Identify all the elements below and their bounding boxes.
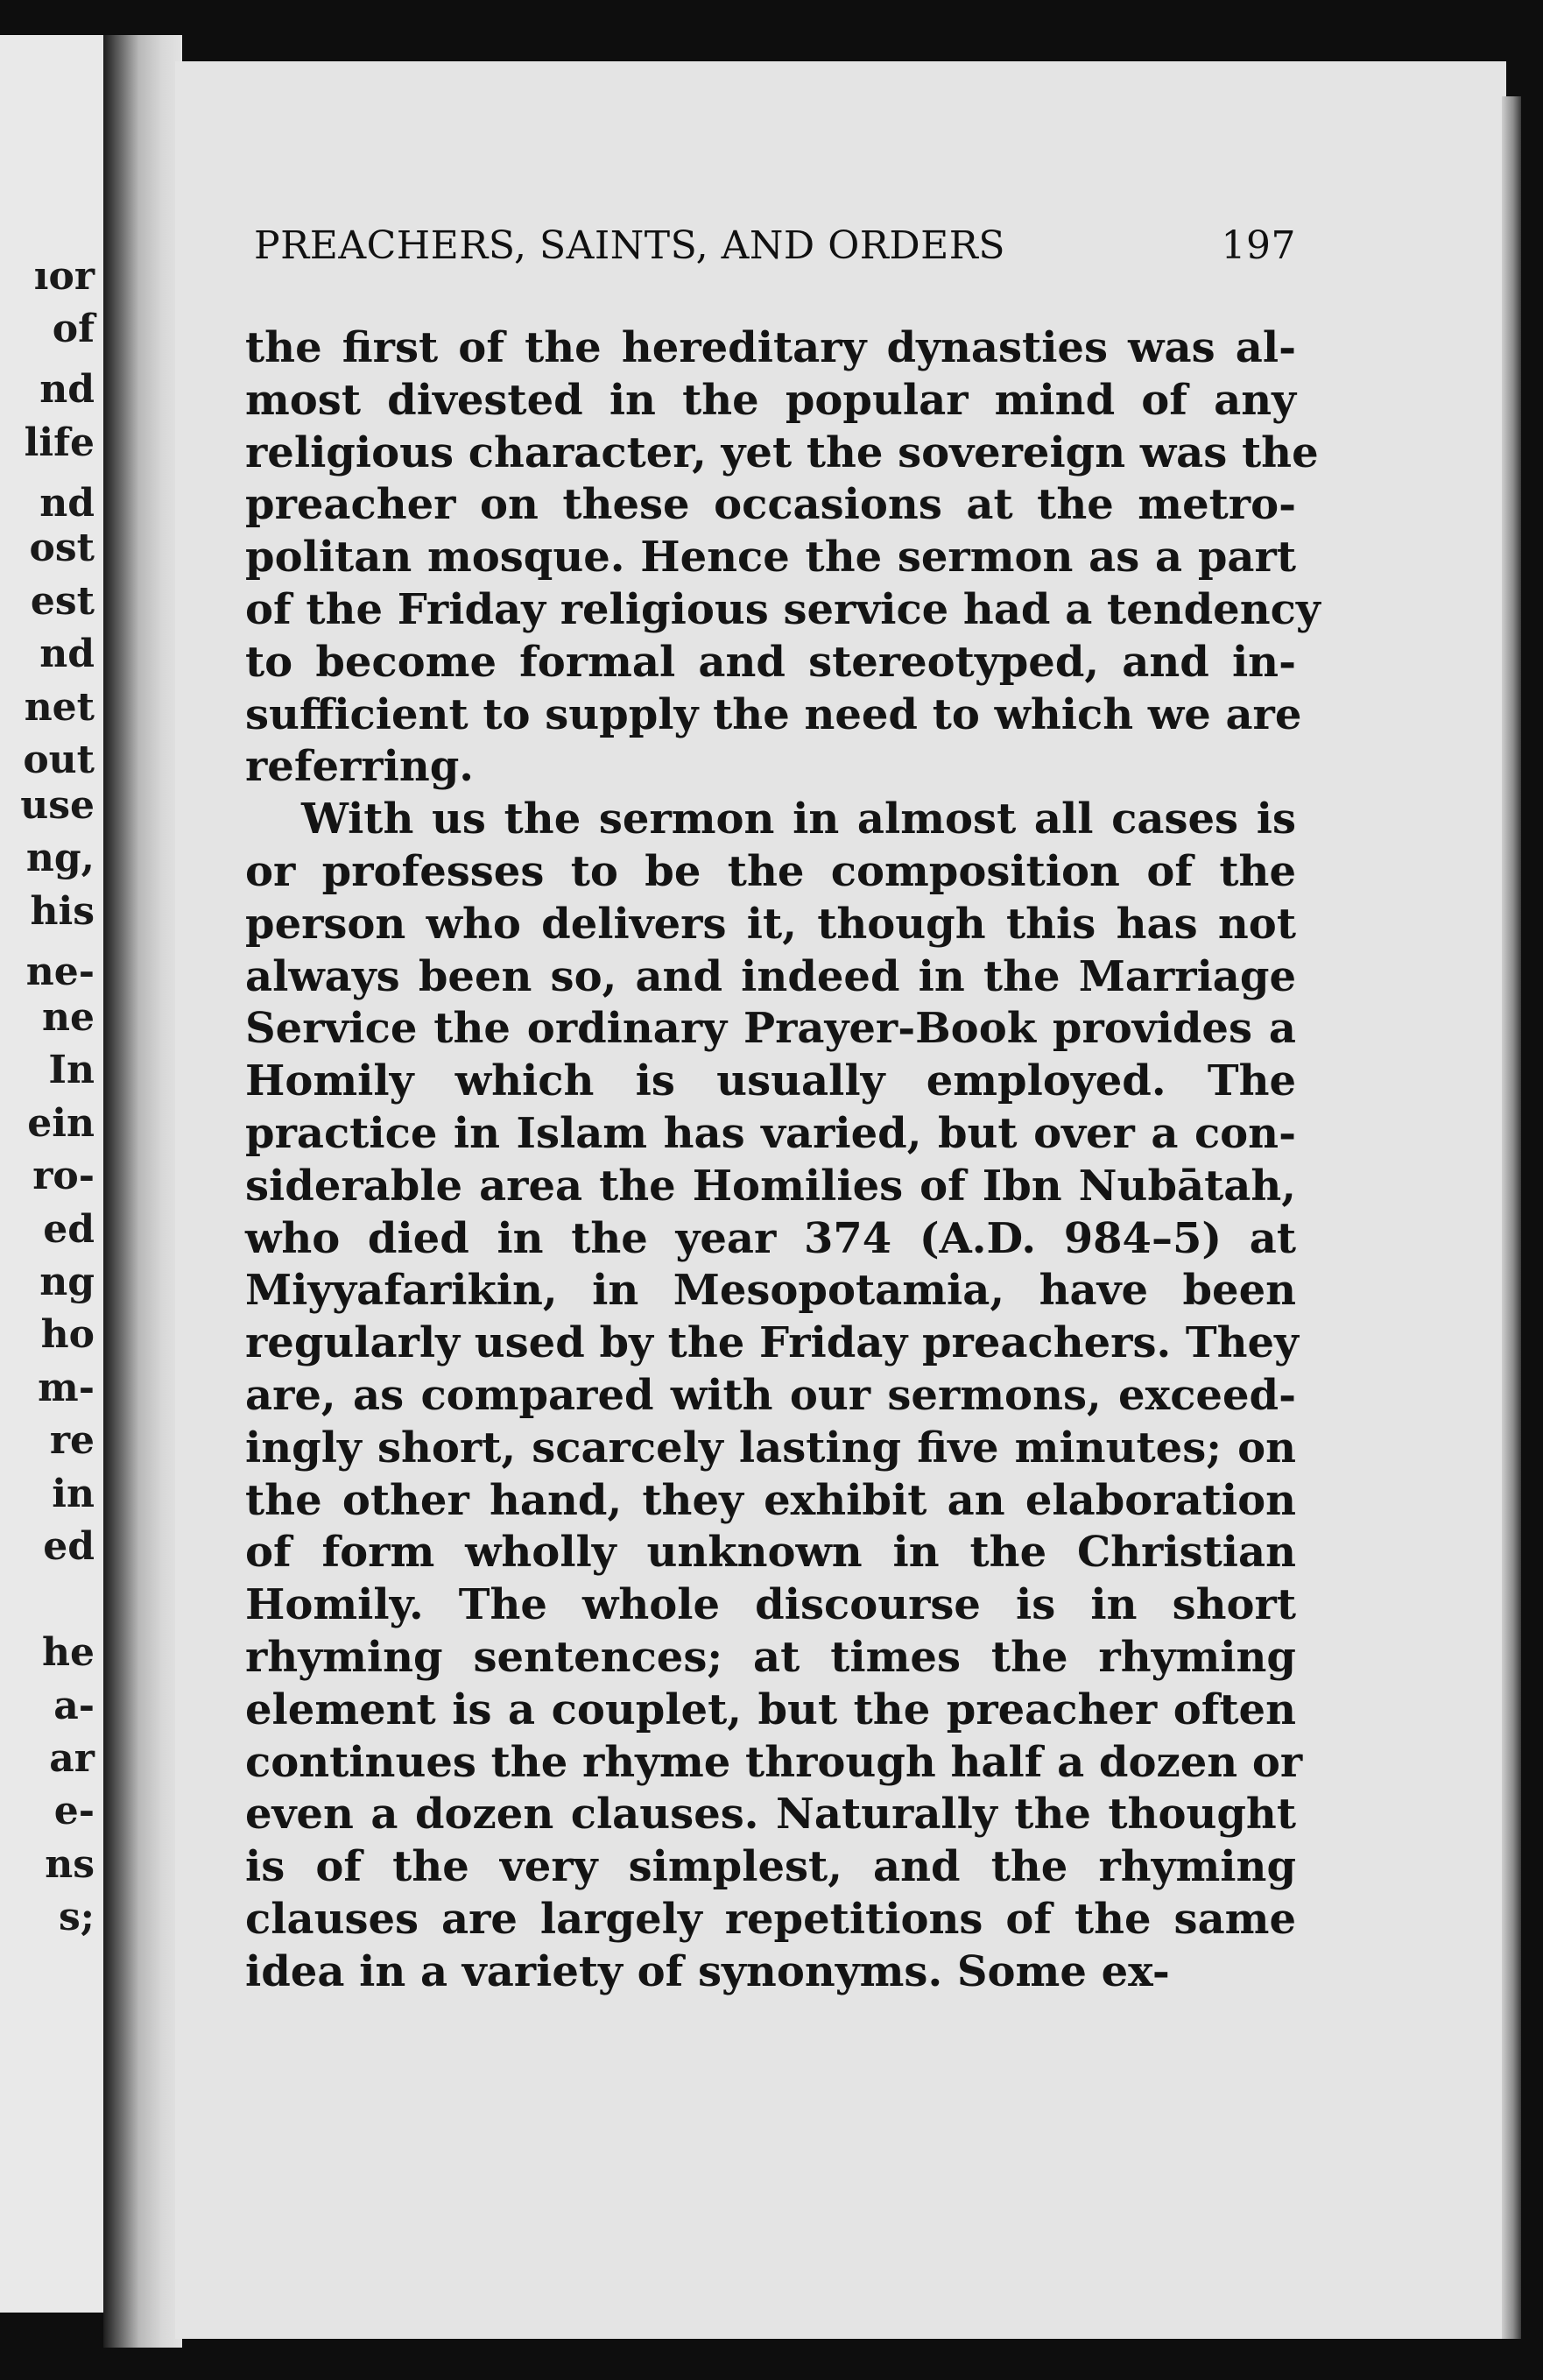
paragraph [245, 794, 1303, 1998]
facing-page-fragment: nd [39, 480, 95, 526]
text-line: referring. [245, 742, 474, 792]
facing-page-fragment: out [23, 738, 95, 783]
facing-page-fragment: e- [53, 1789, 95, 1834]
text-line: most divested in the popular mind of any [245, 375, 1296, 425]
facing-page-fragment: of [52, 307, 95, 352]
text-line: sufficient to supply the need to which we are [245, 689, 1302, 739]
facing-page-fragment: est [30, 578, 95, 624]
page-header [254, 223, 1296, 268]
text-line: person who delivers it, though this has not [245, 899, 1296, 949]
text-line: idea in a variety of synonyms. Some ex- [245, 1946, 1170, 1996]
text-line: to become formal and stereotyped, and in- [245, 637, 1296, 687]
text-line: always been so, and indeed in the Marriage [245, 951, 1296, 1001]
facing-page-fragment: ns [45, 1841, 95, 1887]
running-head: PREACHERS, SAINTS, AND ORDERS [254, 223, 1006, 268]
facing-page-fragment: net [24, 684, 95, 730]
text-line: Miyyafarikin, in Mesopotamia, have been [245, 1266, 1296, 1316]
text-line: rhyming sentences; at times the rhyming [245, 1632, 1296, 1682]
page-edge-shadow [1502, 96, 1521, 2339]
facing-page-fragment: ed [43, 1206, 95, 1252]
facing-page-fragment: ein [27, 1100, 95, 1146]
facing-page-strip [0, 35, 103, 2313]
text-line: Homily which is usually employed. The [245, 1056, 1296, 1106]
text-line: even a dozen clauses. Naturally the thought [245, 1790, 1296, 1840]
text-line: politan mosque. Hence the sermon as a part [245, 533, 1296, 583]
text-line: clauses are largely repetitions of the same [245, 1894, 1296, 1944]
page-body [245, 322, 1321, 1999]
text-line: regularly used by the Friday preachers. They [245, 1318, 1299, 1368]
facing-page-fragment: ar [49, 1736, 95, 1782]
facing-page-fragment: ıor [33, 253, 95, 299]
facing-page-fragment: re [49, 1418, 95, 1464]
page-number: 197 [1221, 223, 1296, 268]
facing-page-fragment: a- [53, 1683, 95, 1728]
text-line: siderable area the Homilies of Ibn Nubātah, [245, 1161, 1296, 1211]
book-gutter [103, 35, 182, 2348]
facing-page-fragment: his [30, 888, 95, 934]
text-line: preacher on these occasions at the metro- [245, 480, 1296, 530]
facing-page-fragment: nd [39, 632, 95, 677]
facing-page-fragment: use [20, 783, 95, 829]
facing-page-fragment: nd [39, 367, 95, 413]
text-line: With us the sermon in almost all cases is [301, 795, 1296, 844]
text-line: the first of the hereditary dynasties was al- [245, 323, 1296, 372]
facing-page-fragment: ne [42, 994, 95, 1040]
text-line: or professes to be the composition of the [245, 846, 1296, 896]
facing-page-fragment: in [52, 1471, 95, 1516]
paragraph [245, 322, 1321, 794]
text-line: practice in Islam has varied, but over a con- [245, 1108, 1296, 1158]
facing-page-fragment: ost [29, 526, 95, 571]
text-line: ingly short, scarcely lasting five minutes; on [245, 1423, 1296, 1472]
facing-page-fragment: he [42, 1630, 95, 1676]
text-line: of form wholly unknown in the Christian [245, 1528, 1296, 1578]
facing-page-fragment: s; [58, 1895, 95, 1940]
text-line: element is a couplet, but the preacher often [245, 1684, 1296, 1734]
text-line: Service the ordinary Prayer-Book provides a [245, 1004, 1296, 1054]
facing-page-fragment: In [48, 1048, 95, 1093]
text-line: is of the very simplest, and the rhyming [245, 1842, 1296, 1892]
facing-page-fragment: ro- [32, 1154, 95, 1199]
facing-page-fragment: ed [43, 1524, 95, 1570]
facing-page-fragment: m- [38, 1365, 95, 1410]
text-line: of the Friday religious service had a tendency [245, 584, 1321, 634]
facing-page-fragment: ng, [25, 836, 95, 881]
text-line: are, as compared with our sermons, exceed- [245, 1370, 1296, 1420]
facing-page-fragment: ng [39, 1260, 95, 1305]
text-line: who died in the year 374 (A.D. 984–5) at [245, 1213, 1296, 1263]
text-line: religious character, yet the sovereign was the [245, 427, 1319, 477]
text-line: the other hand, they exhibit an elaboration [245, 1475, 1296, 1525]
facing-page-fragment: ne- [25, 950, 95, 994]
text-line: continues the rhyme through half a dozen or [245, 1737, 1303, 1787]
text-line: Homily. The whole discourse is in short [245, 1580, 1296, 1630]
facing-page-fragment: life [24, 420, 95, 465]
facing-page-fragment: ho [40, 1312, 95, 1358]
